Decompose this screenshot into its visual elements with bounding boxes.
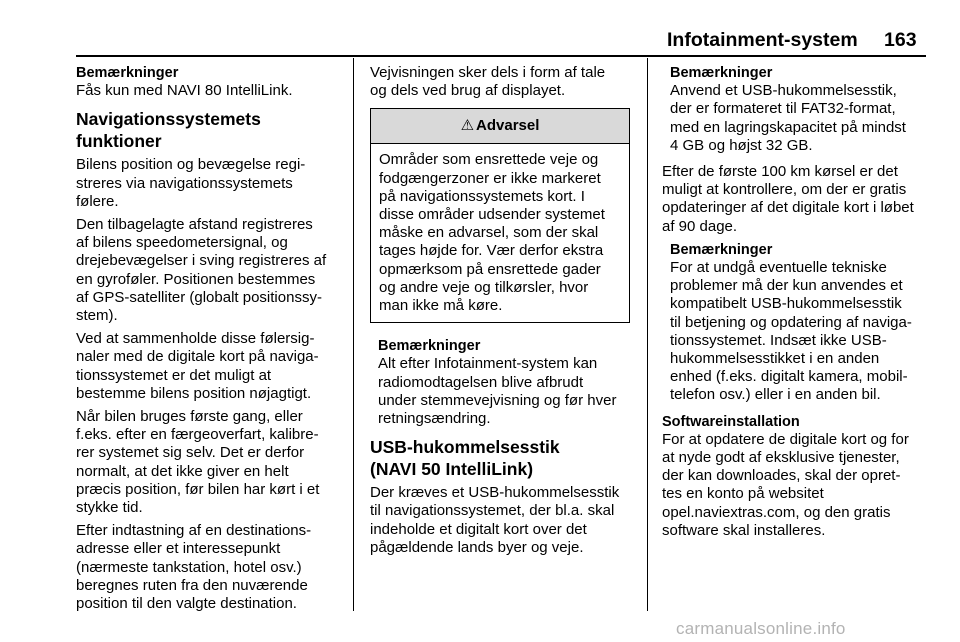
text-line: f.eks. efter en færgeoverfart, kalibre- — [76, 426, 319, 444]
text-line: af 90 dage. — [662, 217, 738, 235]
text-line: pågældende lands byer og veje. — [370, 538, 584, 556]
note-line: kompatibelt USB-hukommelsesstik — [670, 295, 902, 313]
note-line: der er formateret til FAT32-format, — [670, 100, 896, 118]
warning-triangle-icon: ⚠ — [460, 117, 475, 135]
text-line: og andre veje og tilkørsler, hvor — [379, 278, 589, 296]
text-line: Vejvisningen sker dels i form af tale — [370, 64, 606, 81]
paragraph — [370, 484, 634, 557]
note-title: Bemærkninger — [670, 241, 773, 258]
text-line: Der kræves et USB-hukommelsesstik — [370, 484, 620, 502]
note-line: Anvend et USB-hukommelsesstik, — [670, 82, 897, 100]
text-line: (nærmeste tankstation, hotel osv.) — [76, 558, 302, 576]
watermark: carmanualsonline.info — [676, 619, 846, 638]
page-number: 163 — [884, 29, 917, 51]
paragraph — [662, 431, 928, 540]
column-divider — [353, 58, 354, 611]
text-line: stykke tid. — [76, 499, 143, 517]
text-line: opel.naviextras.com, og den gratis — [662, 503, 891, 521]
text-line: man ikke må køre. — [379, 297, 503, 315]
note-line: med en lagringskapacitet på mindst — [670, 118, 906, 136]
text-line: adresse eller et interessepunkt — [76, 540, 281, 558]
note-line: enhed (f.eks. digitalt kamera, mobil- — [670, 368, 908, 386]
text-line: indeholde et digitalt kort over det — [370, 520, 587, 538]
text-line: muligt at kontrollere, om der er gratis — [662, 181, 907, 199]
note-title: Bemærkninger — [76, 65, 179, 81]
note-block — [662, 241, 928, 405]
text-line: naler med de digitale kort på naviga- — [76, 348, 319, 366]
text-line: Ved at sammenholde disse følersig- — [76, 330, 315, 348]
text-line: en gyroføler. Positionen bestemmes — [76, 270, 316, 288]
paragraph — [370, 64, 634, 100]
note-line: hukommelsesstikket i en anden — [670, 350, 880, 368]
text-line: af bilens speedometersignal, og — [76, 234, 288, 252]
header-rule — [76, 55, 926, 57]
note-block — [662, 64, 928, 155]
note-line: Alt efter Infotainment-system kan — [378, 355, 598, 373]
note-title: Bemærkninger — [378, 338, 481, 355]
section-heading — [370, 436, 634, 480]
note-line: retningsændring. — [378, 410, 491, 428]
note-block — [76, 64, 348, 100]
text-line: til navigationssystemet, der bl.a. skal — [370, 502, 615, 520]
warning-box — [370, 108, 630, 323]
text-line: normalt, at det ikke giver en helt — [76, 462, 289, 480]
paragraph — [76, 156, 348, 211]
text-line: Den tilbagelagte afstand registreres — [76, 216, 313, 234]
text-line: af GPS-satelliter (globalt positionssy- — [76, 288, 322, 306]
paragraph — [76, 522, 348, 613]
subheading: Softwareinstallation — [662, 413, 800, 430]
paragraph — [76, 216, 348, 325]
text-line: følere. — [76, 192, 119, 210]
column-1 — [76, 64, 348, 618]
warning-body — [371, 144, 629, 322]
note-line: telefon osv.) eller i en anden bil. — [670, 386, 881, 404]
column-divider — [647, 58, 648, 611]
text-line: der kan downloades, skal der opret- — [662, 467, 901, 485]
paragraph — [76, 408, 348, 517]
text-line: tionssystemet er det muligt at — [76, 366, 272, 384]
note-line: 4 GB og højst 32 GB. — [670, 136, 813, 154]
note-line: Fås kun med NAVI 80 IntelliLink. — [76, 82, 293, 100]
column-2 — [370, 64, 634, 562]
column-3 — [662, 64, 928, 545]
text-line: opmærksom på ensrettede gader — [379, 260, 601, 278]
heading-line: (NAVI 50 IntelliLink) — [370, 459, 534, 480]
text-line: og dels ved brug af displayet. — [370, 82, 566, 100]
text-line: fodgængerzoner er ikke markeret — [379, 169, 601, 187]
text-line: software skal installeres. — [662, 521, 826, 539]
warning-header — [371, 109, 629, 144]
text-line: tages højde for. Vær derfor ekstra — [379, 242, 604, 260]
note-title: Bemærkninger — [670, 65, 773, 81]
text-line: Bilens position og bevægelse regi- — [76, 156, 306, 174]
text-line: at nyde godt af eksklusive tjenester, — [662, 449, 900, 467]
paragraph — [662, 163, 928, 236]
note-line: tionssystemet. Indsæt ikke USB- — [670, 331, 887, 349]
text-line: Områder som ensrettede veje og — [379, 151, 599, 169]
note-line: til betjening og opdatering af naviga- — [670, 313, 912, 331]
note-line: under stemmevejvisning og før hver — [378, 391, 617, 409]
text-line: opdateringer af det digitale kort i løbet — [662, 199, 914, 217]
text-line: position til den valgte destination. — [76, 595, 297, 613]
text-line: beregnes ruten fra den nuværende — [76, 576, 308, 594]
text-line: Når bilen bruges første gang, eller — [76, 408, 303, 426]
text-line: stem). — [76, 307, 118, 325]
text-line: præcis position, før bilen har kørt i et — [76, 480, 320, 498]
page-header — [0, 0, 960, 52]
note-line: radiomodtagelsen blive afbrudt — [378, 373, 584, 391]
text-line: på navigationssystemets kort. I — [379, 187, 585, 205]
note-line: For at undgå eventuelle tekniske — [670, 259, 887, 277]
note-line: problemer må der kun anvendes et — [670, 277, 903, 295]
text-line: Efter de første 100 km kørsel er det — [662, 163, 898, 181]
text-line: måske en advarsel, som der skal — [379, 224, 599, 242]
text-line: streres via navigationssystemets — [76, 174, 293, 192]
text-line: For at opdatere de digitale kort og for — [662, 430, 909, 448]
paragraph — [76, 330, 348, 403]
text-line: drejebevægelser i sving registreres af — [76, 252, 327, 270]
text-line: disse områder udsender systemet — [379, 206, 605, 224]
warning-title: Advarsel — [476, 117, 540, 135]
section-heading: Navigationssystemets funktioner — [76, 109, 261, 152]
text-line: tes en konto på websitet — [662, 485, 824, 503]
text-line: rer systemet sig selv. Det er derfor — [76, 444, 305, 462]
text-line: bestemme bilens position nøjagtigt. — [76, 384, 312, 402]
page-title: Infotainment-system — [667, 29, 858, 51]
note-block — [370, 337, 634, 428]
heading-line: USB-hukommelsesstik — [370, 437, 560, 458]
text-line: Efter indtastning af en destinations- — [76, 522, 312, 540]
